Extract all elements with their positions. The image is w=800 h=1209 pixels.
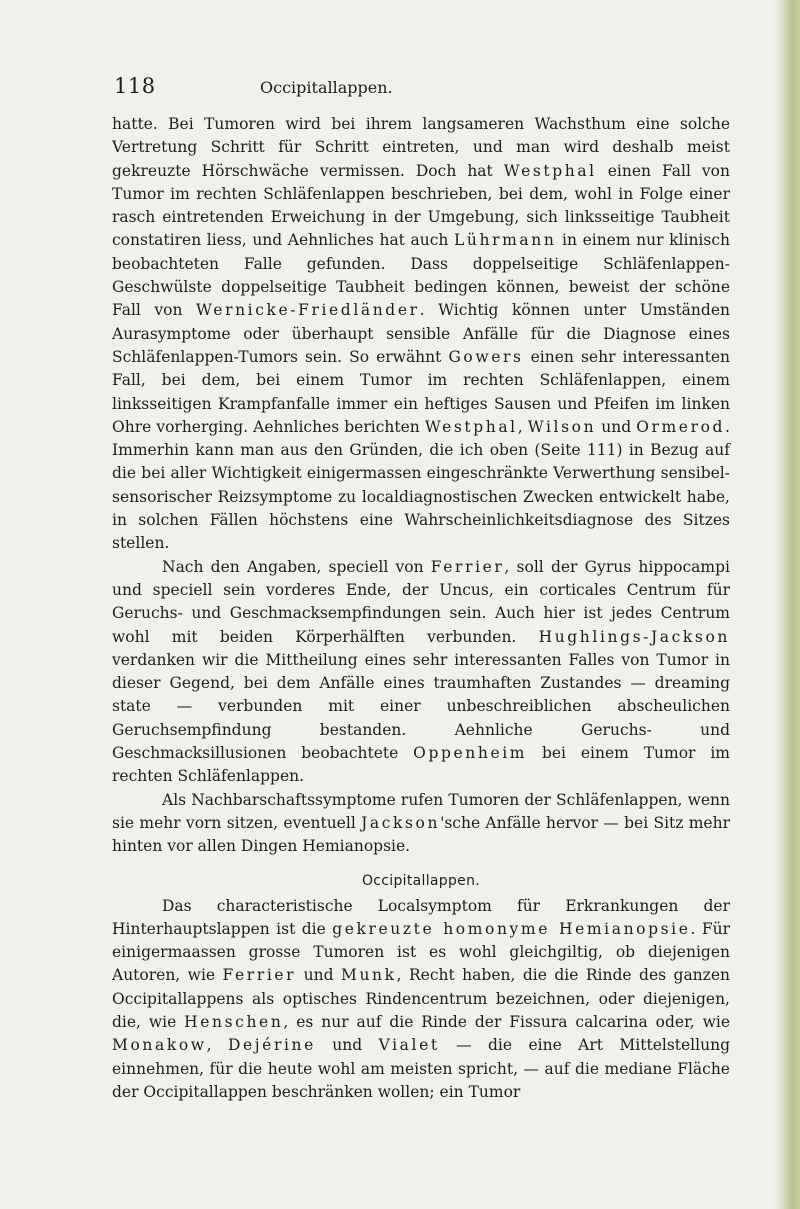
paragraph-2 — [112, 556, 730, 789]
text-run: verdanken wir die Mittheilung eines sehr interessanten Falles von Tumor in dieser Gegend, bei dem Anfälle eines traumhaften Zustandes — dreaming state — verbunden mit einer unbeschreiblichen abscheulichen Geruchsempfindung bestanden. Aehnliche Geruchs- und Geschmacksillusionen beobachtete — [112, 650, 730, 763]
text-run: und — [596, 417, 637, 436]
author-name: Westphal — [424, 417, 518, 436]
paragraph-3 — [112, 789, 730, 859]
author-name: Wilson — [527, 417, 597, 436]
page-header — [100, 74, 700, 104]
text-run: in einem nur klinisch beobachteten Falle gefunden. Dass doppelseitige Schläfenlappen-Geschwülste doppelseitige Taubheit bedingen können, beweist der schöne Fall von — [112, 231, 731, 320]
paragraph-1 — [112, 113, 730, 556]
text-run: . Wichtig können unter Umständen Aurasymptome oder überhaupt sensible Anfälle für die Diagnose eines Schläfenlappen-Tumors sein. So erwähnt — [112, 301, 730, 366]
text-run: bei einem Tumor im rechten Schläfenlappen. — [112, 744, 730, 786]
paragraph-4 — [112, 895, 730, 1105]
author-name: Wernicke-Friedländer — [196, 301, 420, 320]
author-name: Dejérine — [227, 1036, 316, 1055]
author-name: Ferrier — [222, 966, 297, 985]
text-run: . Für einigermaassen grosse Tumoren ist es wohl gleichgiltig, ob diejenigen Autoren, wie — [112, 919, 730, 985]
text-run: , — [517, 417, 528, 436]
author-name: Westphal — [503, 161, 597, 180]
page-number: 118 — [114, 74, 156, 98]
body-text — [112, 113, 730, 1104]
text-run: einen sehr interessanten Fall, bei dem, bei einem Tumor im rechten Schläfenlappen, einem linksseitigen Krampfanfalle immer ein heftiges Sausen und Pfeifen im linken Ohre vorherging. Aehnliches berichten — [112, 347, 730, 436]
section-heading: Occipitallappen. — [361, 872, 481, 889]
author-name: Henschen — [184, 1012, 284, 1031]
text-run: Nach den Angaben, speciell von — [162, 557, 431, 576]
author-name: Gowers — [448, 347, 524, 366]
emphasized-term: gekreuzte homonyme Hemianopsie — [332, 919, 691, 938]
text-run: , es nur auf die Rinde der Fissura calcarina oder, wie — [283, 1012, 731, 1031]
text-run: 'sche Anfälle hervor — bei Sitz mehr hinten vor allen Dingen Hemianopsie. — [112, 813, 730, 856]
author-name: Lührmann — [454, 231, 557, 250]
text-run: , — [206, 1036, 228, 1055]
text-run: , Recht haben, die die Rinde des ganzen Occipitallappens als optisches Rindencentrum bezeichnen, oder diejenigen, die, wie — [112, 966, 730, 1031]
author-name: Monakow — [112, 1036, 207, 1055]
text-run: hatte. Bei Tumoren wird bei ihrem langsameren Wachsthum eine solche Vertretung Schritt für Schritt eintreten, und man wird deshalb meist gekreuzte Hörschwäche vermissen. Doch hat — [112, 115, 730, 180]
page-edge-discoloration — [774, 0, 800, 1209]
text-run: und — [296, 966, 341, 985]
author-name: Hughlings-Jackson — [538, 627, 730, 646]
text-run: und — [315, 1036, 379, 1055]
running-head: Occipitallappen. — [260, 78, 393, 97]
text-run: Als Nachbarschaftssymptome rufen Tumoren der Schläfenlappen, wenn sie mehr vorn sitzen, eventuell — [112, 790, 730, 832]
author-name: Munk — [340, 966, 397, 985]
author-name: Ferrier — [430, 557, 505, 576]
author-name: Vialet — [378, 1036, 440, 1055]
text-run: — die eine Art Mittelstellung einnehmen, für die heute wohl am meisten spricht, — auf die mediane Fläche der Occipitallappen beschränken wollen; ein Tumor — [112, 1036, 730, 1101]
author-name: Ormerod — [636, 417, 726, 436]
text-run: einen Fall von Tumor im rechten Schläfenlappen beschrieben, bei dem, wohl in Folge einer rasch eintretenden Erweichung in der Umgebung, sich linksseitige Taubheit constatiren liess, und Aehnliches hat auch — [112, 161, 730, 250]
author-name: Jackson — [361, 813, 441, 832]
text-run: , soll der Gyrus hippocampi und speciell sein vorderes Ende, der Uncus, ein corticales Centrum für Geruchs- und Geschmacksempfindungen sein. Auch hier ist jedes Centrum wohl mit beiden Körperhälften verbunden. — [112, 557, 730, 646]
text-run: . Immerhin kann man aus den Gründen, die ich oben (Seite 111) in Bezug auf die bei aller Wichtigkeit einigermassen eingeschränkte Verwerthung sensibel-sensorischer Reizsymptome zu localdiagnostischen Zwecken entwickelt habe, in solchen Fällen höchstens eine Wahrscheinlichkeitsdiagnose des Sitzes stellen. — [112, 417, 730, 553]
text-run: Das characteristische Localsymptom für Erkrankungen der Hinterhauptslappen ist die — [112, 896, 730, 938]
author-name: Oppenheim — [413, 744, 528, 763]
